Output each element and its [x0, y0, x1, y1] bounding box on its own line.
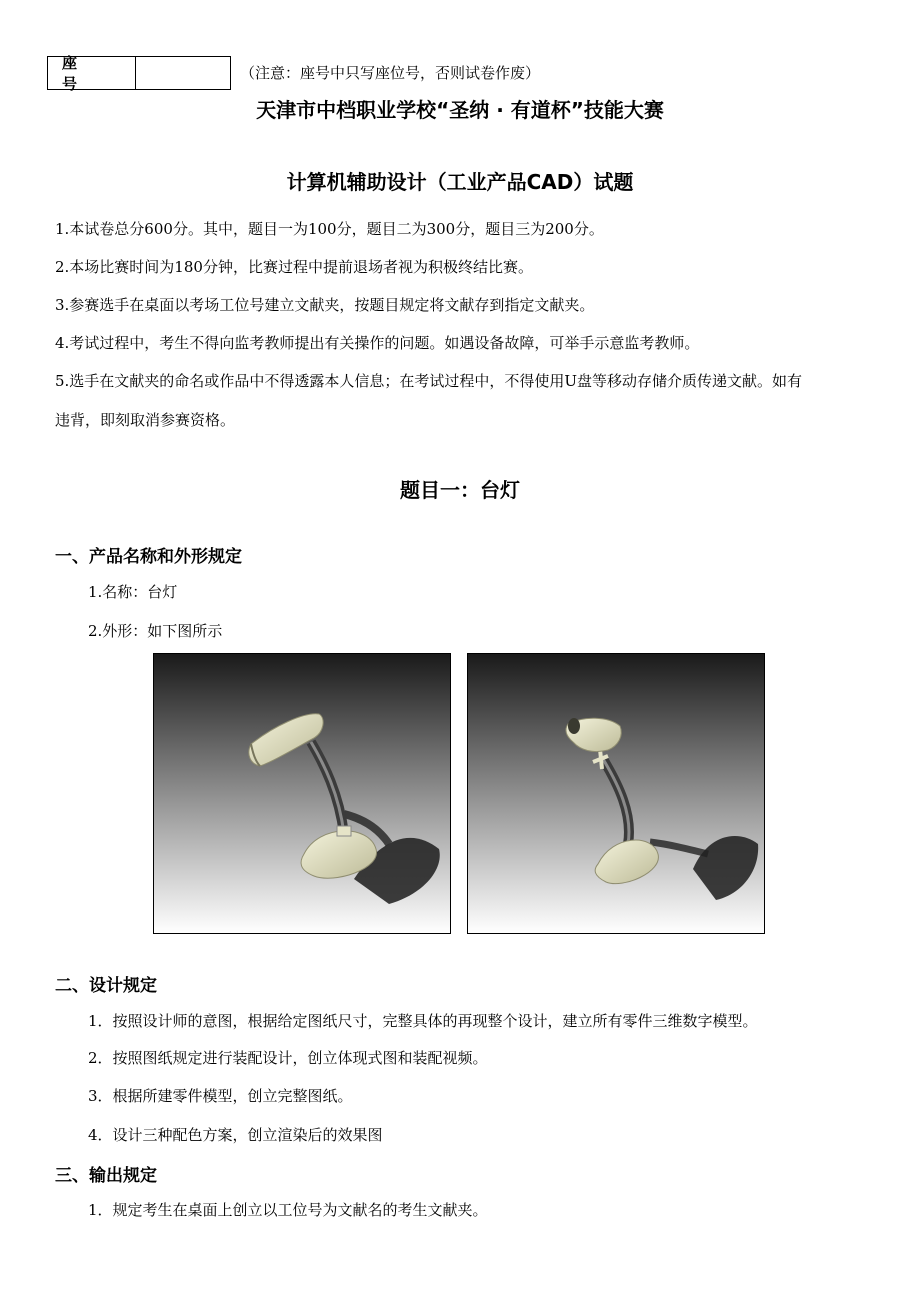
section-1-heading: 一、产品名称和外形规定	[55, 547, 242, 567]
problem-title: 题目一：台灯	[400, 478, 520, 502]
rule-1: 1.本试卷总分600分。其中，题目一为100分，题目二为300分，题目三为200分。	[55, 220, 604, 238]
section-3-heading: 三、输出规定	[55, 1166, 157, 1186]
section-3-item-1: 1．规定考生在桌面上创立以工位号为文献名的考生文献夹。	[88, 1201, 488, 1219]
seat-label: 座 号	[48, 57, 136, 89]
seat-note: （注意：座号中只写座位号，否则试卷作废）	[240, 64, 541, 82]
page-subtitle: 计算机辅助设计（工业产品CAD）试题	[286, 170, 634, 194]
rule-5: 5.选手在文献夹的命名或作品中不得透露本人信息；在考试过程中，不得使用U盘等移动存储介质传递文献。如有	[55, 372, 802, 390]
section-2-item-3: 3．根据所建零件模型，创立完整图纸。	[88, 1087, 353, 1105]
seat-number-box	[47, 54, 231, 93]
rule-3: 3.参赛选手在桌面以考场工位号建立文献夹，按题目规定将文献存到指定文献夹。	[55, 296, 595, 314]
section-1-item-2: 2.外形：如下图所示	[88, 622, 223, 640]
lamp-render-image-1	[153, 653, 451, 934]
lamp-render-image-2	[467, 653, 765, 934]
section-1-item-1: 1.名称：台灯	[88, 583, 178, 601]
rule-4: 4.考试过程中，考生不得向监考教师提出有关操作的问题。如遇设备故障，可举手示意监考教师。	[55, 334, 700, 352]
section-2-item-4: 4．设计三种配色方案，创立渲染后的效果图	[88, 1126, 383, 1144]
page-title: 天津市中档职业学校“圣纳 · 有道杯”技能大赛	[256, 98, 664, 122]
section-2-item-2: 2．按照图纸规定进行装配设计，创立体现式图和装配视频。	[88, 1049, 488, 1067]
seat-value-field[interactable]	[136, 57, 230, 89]
section-2-item-1: 1．按照设计师的意图，根据给定图纸尺寸，完整具体的再现整个设计，建立所有零件三维数字模型。	[88, 1012, 758, 1030]
section-2-heading: 二、设计规定	[55, 976, 157, 996]
rule-2: 2.本场比赛时间为180分钟，比赛过程中提前退场者视为积极终结比赛。	[55, 258, 533, 276]
rule-5-continued: 违背，即刻取消参赛资格。	[55, 411, 236, 429]
